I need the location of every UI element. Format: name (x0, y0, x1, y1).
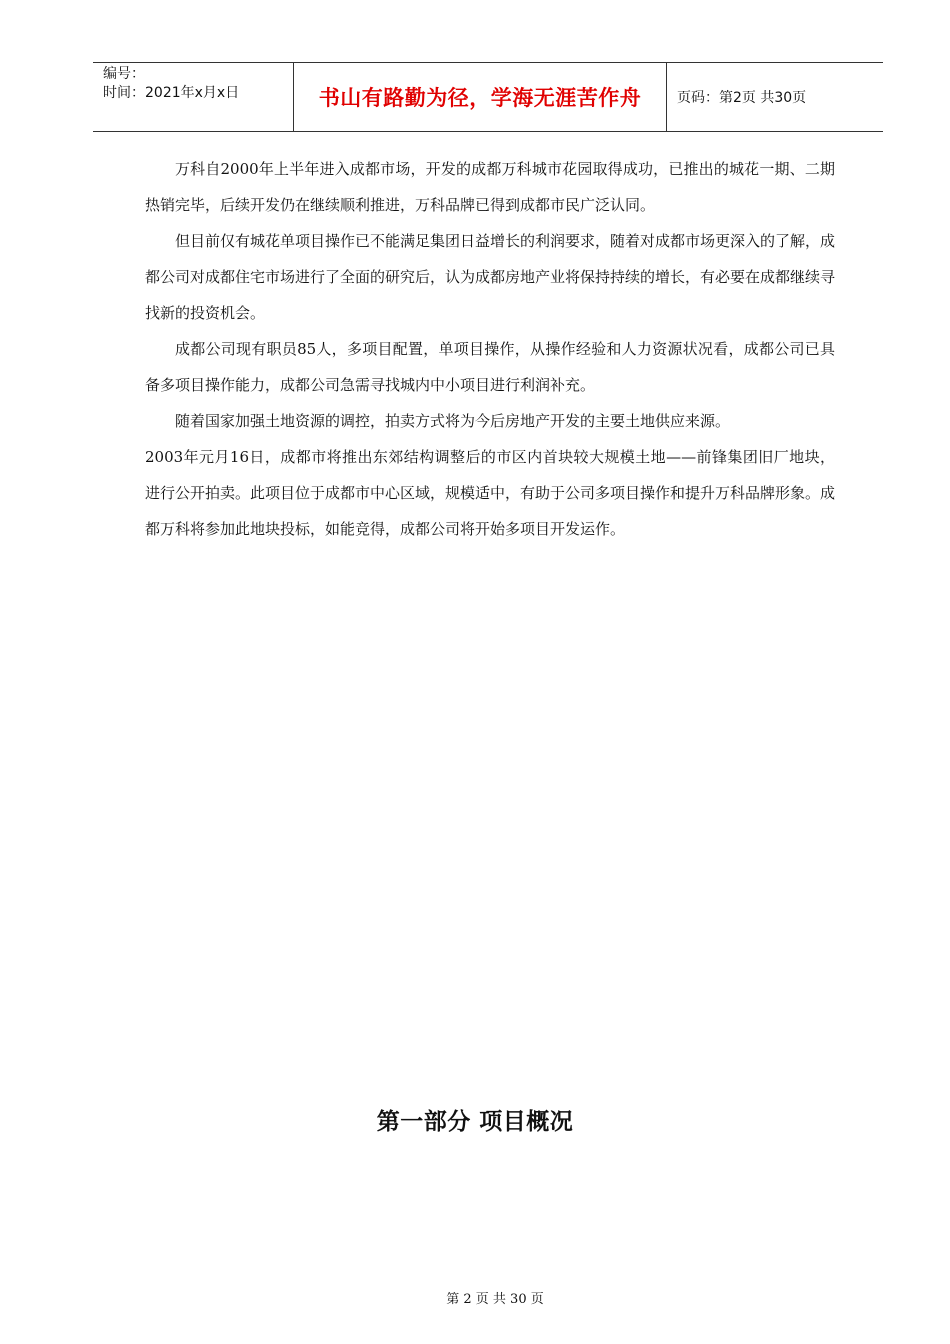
header-motto-cell (294, 63, 667, 131)
section-title: 第一部分 项目概况 (376, 1109, 574, 1135)
document-number-label: 编号： (103, 66, 145, 82)
header-meta (93, 63, 294, 131)
paragraph-4: 随着国家加强土地资源的调控，拍卖方式将为今后房地产开发的主要土地供应来源。 (175, 412, 731, 430)
header-motto: 书山有路勤为径，学海无涯苦作舟 (318, 86, 642, 110)
document-body (145, 151, 835, 547)
header-page-info: 页码：第2页 共30页 (677, 90, 807, 106)
paragraph-3: 成都公司现有职员85人，多项目配置，单项目操作，从操作经验和人力资源状况看，成都公司已具备多项目操作能力，成都公司急需寻找城内中小项目进行利润补充。 (145, 340, 835, 394)
paragraph-2: 但目前仅有城花单项目操作已不能满足集团日益增长的利润要求，随着对成都市场更深入的了解，成都公司对成都住宅市场进行了全面的研究后，认为成都房地产业将保持持续的增长，有必要在成都继续寻找新的投资机会。 (145, 232, 836, 322)
document-time-label: 时间：2021年x月x日 (103, 85, 240, 101)
paragraph-5: 2003年元月16日，成都市将推出东郊结构调整后的市区内首块较大规模土地——前锋集团旧厂地块， 进行公开拍卖。此项目位于成都市中心区域，规模适中，有助于公司多项目操作和提升万科品牌形象。成都万科将参加此地块投标，如能竞得，成都公司将开始多项目开发运作。 (145, 448, 836, 538)
page-header (93, 62, 883, 132)
page-footer: 第 2 页 共 30 页 (446, 1292, 544, 1307)
paragraph-1: 万科自2000年上半年进入成都市场，开发的成都万科城市花园取得成功，已推出的城花一期、二期热销完毕，后续开发仍在继续顺利推进，万科品牌已得到成都市民广泛认同。 (145, 160, 835, 214)
